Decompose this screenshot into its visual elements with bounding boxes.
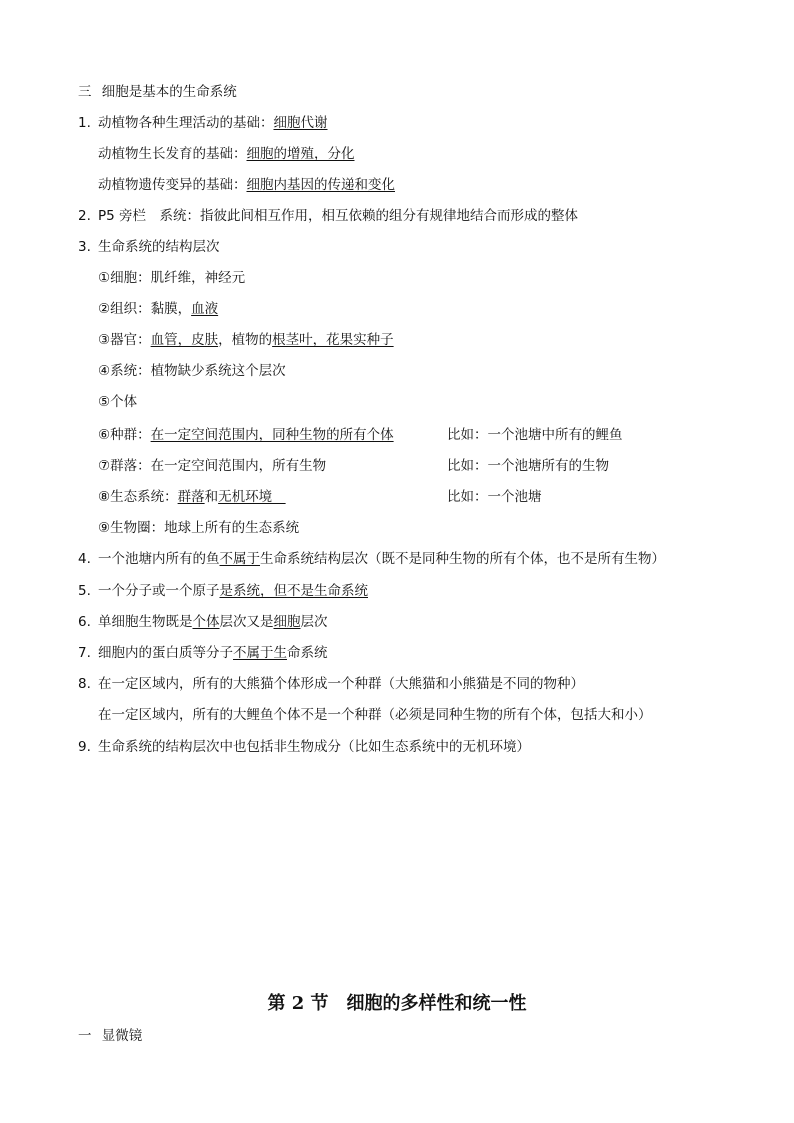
item-5: 5. 一个分子或一个原子是系统，但不是生命系统: [78, 583, 368, 599]
level-individual: ⑤个体: [98, 394, 138, 410]
section-title: 第 2 节 细胞的多样性和统一性: [267, 993, 527, 1014]
level-community: ⑦群落：在一定空间范围内，所有生物 比如：一个池塘所有的生物: [98, 458, 609, 474]
level-cell: ①细胞：肌纤维，神经元: [98, 270, 246, 286]
item-4: 4. 一个池塘内所有的鱼不属于生命系统结构层次（既不是同种生物的所有个体，也不是所有生物）: [78, 551, 665, 567]
item-6: 6. 单细胞生物既是个体层次又是细胞层次: [78, 614, 328, 630]
ecosystem-example: 比如：一个池塘: [447, 489, 542, 505]
level-population: ⑥种群：在一定空间范围内，同种生物的所有个体 比如：一个池塘中所有的鲤鱼: [98, 427, 623, 443]
level-organ: ③器官：血管，皮肤，植物的根茎叶，花果实种子: [98, 332, 394, 348]
item-2: 2. P5 旁栏 系统：指彼此间相互作用，相互依赖的组分有规律地结合而形成的整体: [78, 208, 579, 224]
community-example: 比如：一个池塘所有的生物: [447, 458, 609, 474]
item-1-line-2: 动植物生长发育的基础：细胞的增殖，分化: [98, 146, 355, 162]
item-3: 3. 生命系统的结构层次: [78, 239, 220, 255]
population-example: 比如：一个池塘中所有的鲤鱼: [447, 427, 623, 443]
item-8-line-2: 在一定区域内，所有的大鲤鱼个体不是一个种群（必须是同种生物的所有个体，包括大和小）: [98, 707, 652, 723]
level-biosphere: ⑨生物圈：地球上所有的生态系统: [98, 520, 300, 536]
item-8-line-1: 8. 在一定区域内，所有的大熊猫个体形成一个种群（大熊猫和小熊猫是不同的物种）: [78, 676, 584, 692]
level-tissue: ②组织：黏膜，血液: [98, 301, 219, 317]
item-1-line-3: 动植物遗传变异的基础：细胞内基因的传递和变化: [98, 177, 395, 193]
section-heading-1: 一 显微镜: [78, 1028, 143, 1044]
item-9: 9. 生命系统的结构层次中也包括非生物成分（比如生态系统中的无机环境）: [78, 739, 530, 755]
item-7: 7. 细胞内的蛋白质等分子不属于生命系统: [78, 645, 328, 661]
level-ecosystem: ⑧生态系统：群落和无机环境 比如：一个池塘: [98, 489, 542, 505]
level-system: ④系统：植物缺少系统这个层次: [98, 363, 286, 379]
item-1-line-1: 1. 动植物各种生理活动的基础：细胞代谢: [78, 115, 328, 131]
section-heading-3: 三 细胞是基本的生命系统: [78, 84, 237, 100]
